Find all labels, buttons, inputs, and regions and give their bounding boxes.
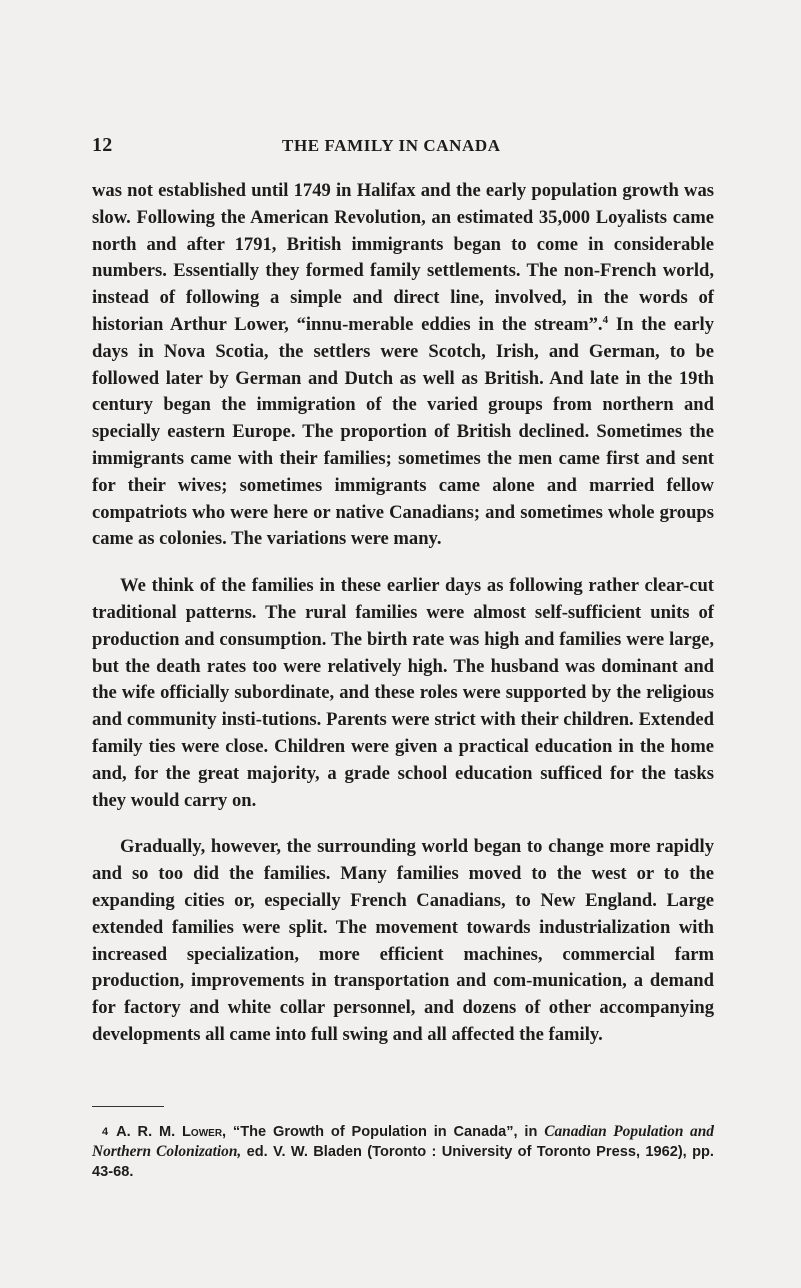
paragraph-3: Gradually, however, the surrounding world began to change more rapidly and so too did the families. Many families moved to the west or to the expanding cities or, especially French Canadians, to New England. Large extended families were split. The movement towards industrialization with increased specialization, more efficient machines, commercial farm production, improvements in transportation and com-munication, a demand for factory and white collar personnel, and dozens of other accompanying developments all came into full swing and all affected the family. <box>92 836 714 1045</box>
footnote-divider <box>92 1106 164 1107</box>
paragraph-1-text-after-ref: In the early days in Nova Scotia, the settlers were Scotch, Irish, and German, to be followed later by German and Dutch as well as British. And late in the 19th century began the immigration of the varied groups from northern and specially eastern Europe. The proportion of British declined. Sometimes the immigrants came with their families; sometimes the men came first and sent for their wives; sometimes immigrants came alone and married fellow compatriots who were here or native Canadians; and sometimes whole groups came as colonies. The variations were many. <box>92 313 714 550</box>
footnote-text-before-title: , “The Growth of Population in Canada”, in <box>222 1124 545 1140</box>
footnote-author-surname: Lower <box>182 1124 223 1140</box>
footnote-author-initials: A. R. M. <box>116 1124 183 1140</box>
footnote <box>92 1122 714 1182</box>
paragraph-1-text-before-ref: was not established until 1749 in Halifax and the early population growth was slow. Following the American Revolution, an estimated 35,000 Loyalists came north and after 1791, British immigrants began to come in considerable numbers. Essentially they formed family settlements. The non-French world, instead of following a simple and direct line, involved, in the words of historian Arthur Lower, “innu-merable eddies in the stream”. <box>92 180 714 335</box>
paragraph-2: We think of the families in these earlier days as following rather clear-cut traditional patterns. The rural families were almost self-sufficient units of production and consumption. The birth rate was high and families were large, but the death rates too were relatively high. The husband was dominant and the wife officially subordinate, and these roles were supported by the religious and community insti-tutions. Parents were strict with their children. Extended family ties were close. Children were given a practical education in the home and, for the great majority, a grade school education sufficed for the tasks they would carry on. <box>92 575 714 811</box>
paragraph-1 <box>92 178 714 553</box>
footnote-reference: 4 <box>602 313 609 326</box>
footnote-book-title: Canadian Population and Northern Colonization, <box>92 1123 714 1160</box>
page-number: 12 <box>92 134 113 156</box>
footnote-text-after-title: ed. V. W. Bladen (Toronto : University of Toronto Press, 1962), pp. 43-68. <box>92 1144 714 1180</box>
body-text <box>92 178 714 1049</box>
running-title: THE FAMILY IN CANADA <box>282 136 501 155</box>
footnote-number: 4 <box>102 1126 109 1138</box>
